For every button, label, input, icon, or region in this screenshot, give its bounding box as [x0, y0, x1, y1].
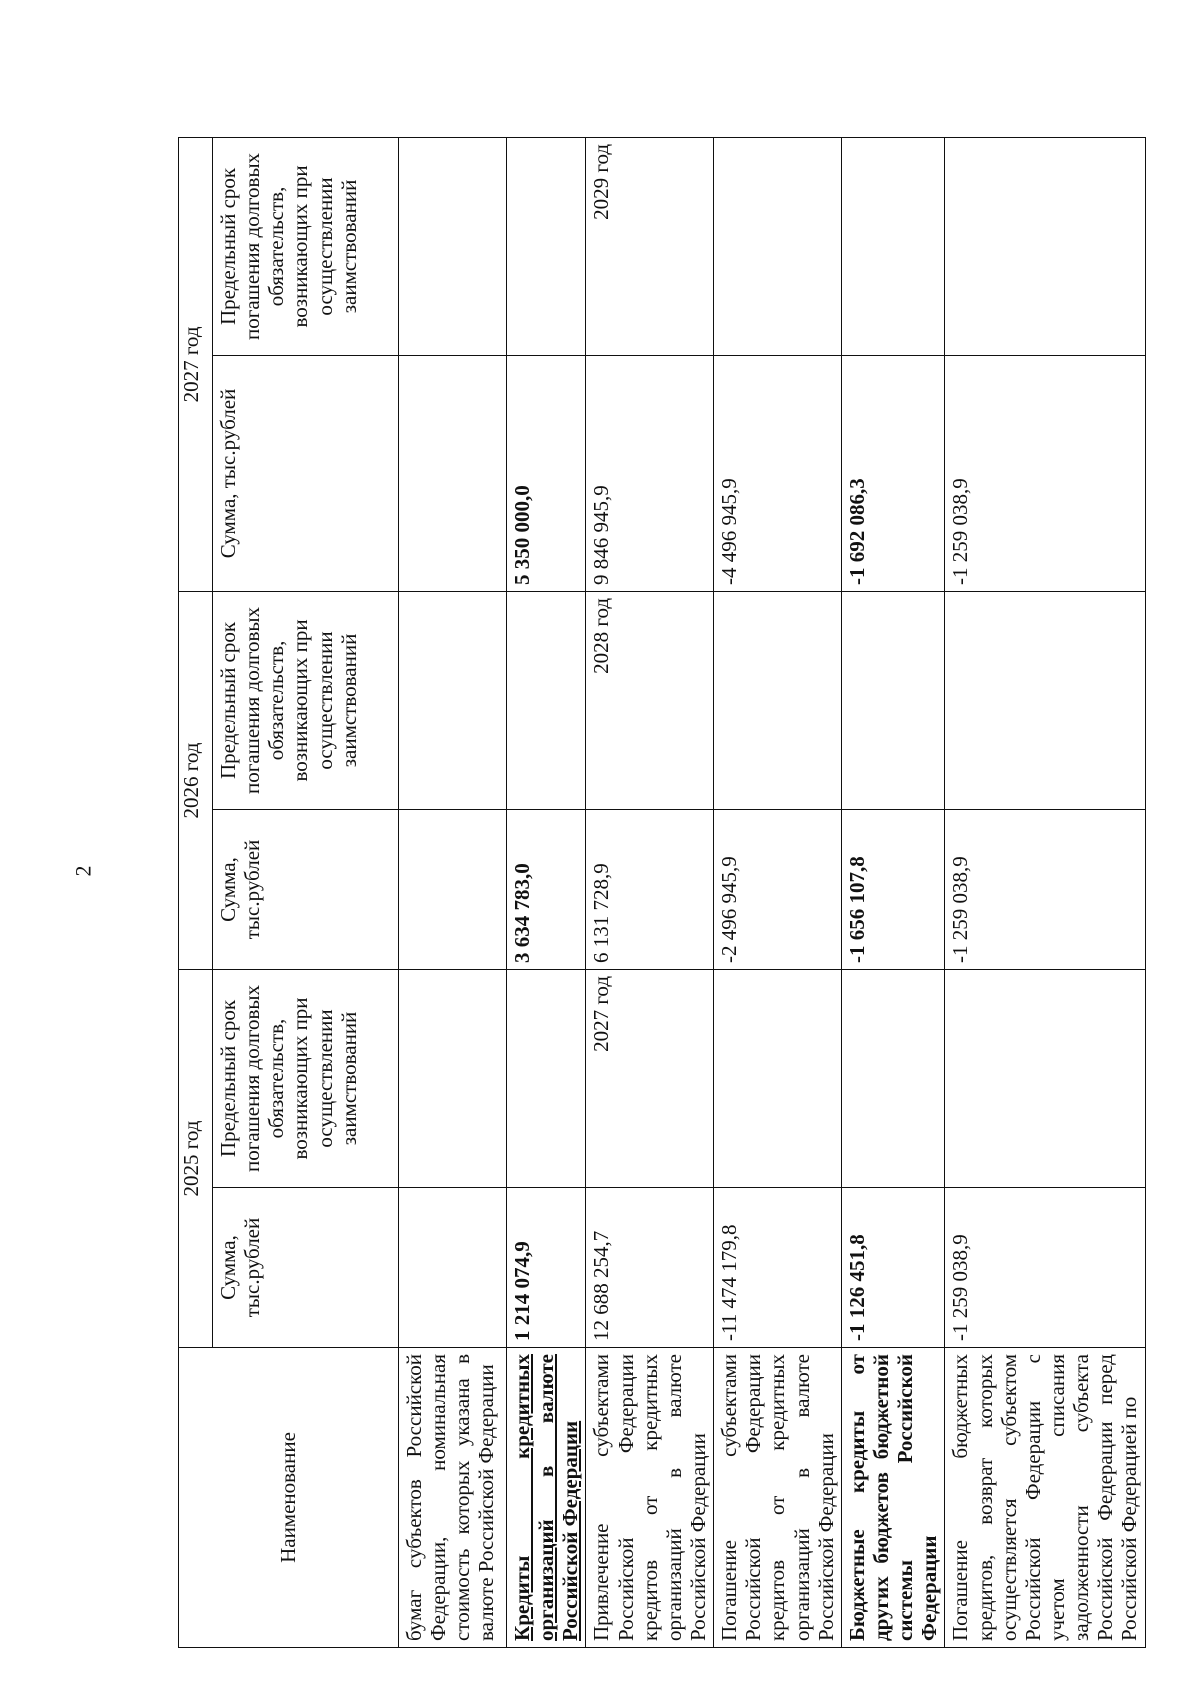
column-header-2026: 2026 год	[179, 591, 213, 969]
row-sum-2025: -11 474 179,8	[714, 1188, 842, 1348]
column-header-2025: 2025 год	[179, 969, 213, 1347]
row-sum-2027: -1 692 086,3	[841, 355, 945, 591]
row-sum-2025: 1 214 074,9	[507, 1188, 586, 1348]
column-header-2027: 2027 год	[179, 137, 213, 591]
row-sum-2027: 5 350 000,0	[507, 355, 586, 591]
column-header-sum-2025: Сумма, тыс.рублей	[213, 1188, 399, 1348]
row-sum-2026: 6 131 728,9	[586, 809, 714, 969]
row-sum-2025: -1 126 451,8	[841, 1188, 945, 1348]
table-row	[399, 137, 507, 1647]
row-term-2025	[507, 969, 586, 1187]
borrowing-table	[178, 137, 1146, 1648]
column-header-sum-2026: Сумма, тыс.рублей	[213, 809, 399, 969]
row-name: Погашение субъектами Российской Федерации кредитов от кредитных организаций в валюте Российской Федерации	[714, 1348, 842, 1648]
column-header-sum-2027: Сумма, тыс.рублей	[213, 355, 399, 591]
row-term-2027	[714, 137, 842, 355]
row-sum-2027: 9 846 945,9	[586, 355, 714, 591]
row-term-2026	[841, 591, 945, 809]
row-term-2025	[714, 969, 842, 1187]
table-row	[714, 137, 842, 1647]
row-term-2025	[945, 969, 1145, 1187]
row-sum-2025: -1 259 038,9	[945, 1188, 1145, 1348]
row-term-2026	[507, 591, 586, 809]
column-header-term-2026: Предельный срок погашения долговых обязательств, возникающих при осуществлении заимствований	[213, 591, 399, 809]
table-row	[586, 137, 714, 1647]
column-header-term-2027: Предельный срок погашения долговых обязательств, возникающих при осуществлении заимствований	[213, 137, 399, 355]
row-sum-2027	[399, 355, 507, 591]
row-sum-2025: 12 688 254,7	[586, 1188, 714, 1348]
row-sum-2026: -1 656 107,8	[841, 809, 945, 969]
row-term-2025	[399, 969, 507, 1187]
row-term-2026: 2028 год	[586, 591, 714, 809]
row-term-2027	[945, 137, 1145, 355]
row-sum-2027: -4 496 945,9	[714, 355, 842, 591]
row-sum-2025	[399, 1188, 507, 1348]
column-header-term-2025: Предельный срок погашения долговых обязательств, возникающих при осуществлении заимствований	[213, 969, 399, 1187]
row-term-2027	[507, 137, 586, 355]
row-sum-2026: -2 496 945,9	[714, 809, 842, 969]
row-sum-2027: -1 259 038,9	[945, 355, 1145, 591]
row-term-2025: 2027 год	[586, 969, 714, 1187]
row-term-2025	[841, 969, 945, 1187]
header-row-years	[179, 137, 213, 1647]
table-row	[507, 137, 586, 1647]
row-term-2026	[399, 591, 507, 809]
row-term-2027	[399, 137, 507, 355]
row-term-2027: 2029 год	[586, 137, 714, 355]
page-number: 2	[70, 865, 96, 877]
row-name: бумаг субъектов Российской Федерации, номинальная стоимость которых указана в валюте Российской Федерации	[399, 1348, 507, 1648]
row-name: Бюджетные кредиты от других бюджетов бюджетной системы Российской Федерации	[841, 1348, 945, 1648]
row-term-2027	[841, 137, 945, 355]
borrowing-table-rotated	[178, 138, 1142, 1648]
row-sum-2026	[399, 809, 507, 969]
row-name: Привлечение субъектами Российской Федерации кредитов от кредитных организаций в валюте Российской Федерации	[586, 1348, 714, 1648]
row-sum-2026: -1 259 038,9	[945, 809, 1145, 969]
row-term-2026	[945, 591, 1145, 809]
row-name: Кредиты кредитных организаций в валюте Российской Федерации	[507, 1348, 586, 1648]
table-row	[945, 137, 1145, 1647]
column-header-name: Наименование	[179, 1348, 399, 1648]
table-row	[841, 137, 945, 1647]
row-sum-2026: 3 634 783,0	[507, 809, 586, 969]
row-term-2026	[714, 591, 842, 809]
row-name: Погашение бюджетных кредитов, возврат которых осуществляется субъектом Российской Федерации с учетом списания задолженности субъекта Российской Федерации перед Российской Федерацией по	[945, 1348, 1145, 1648]
